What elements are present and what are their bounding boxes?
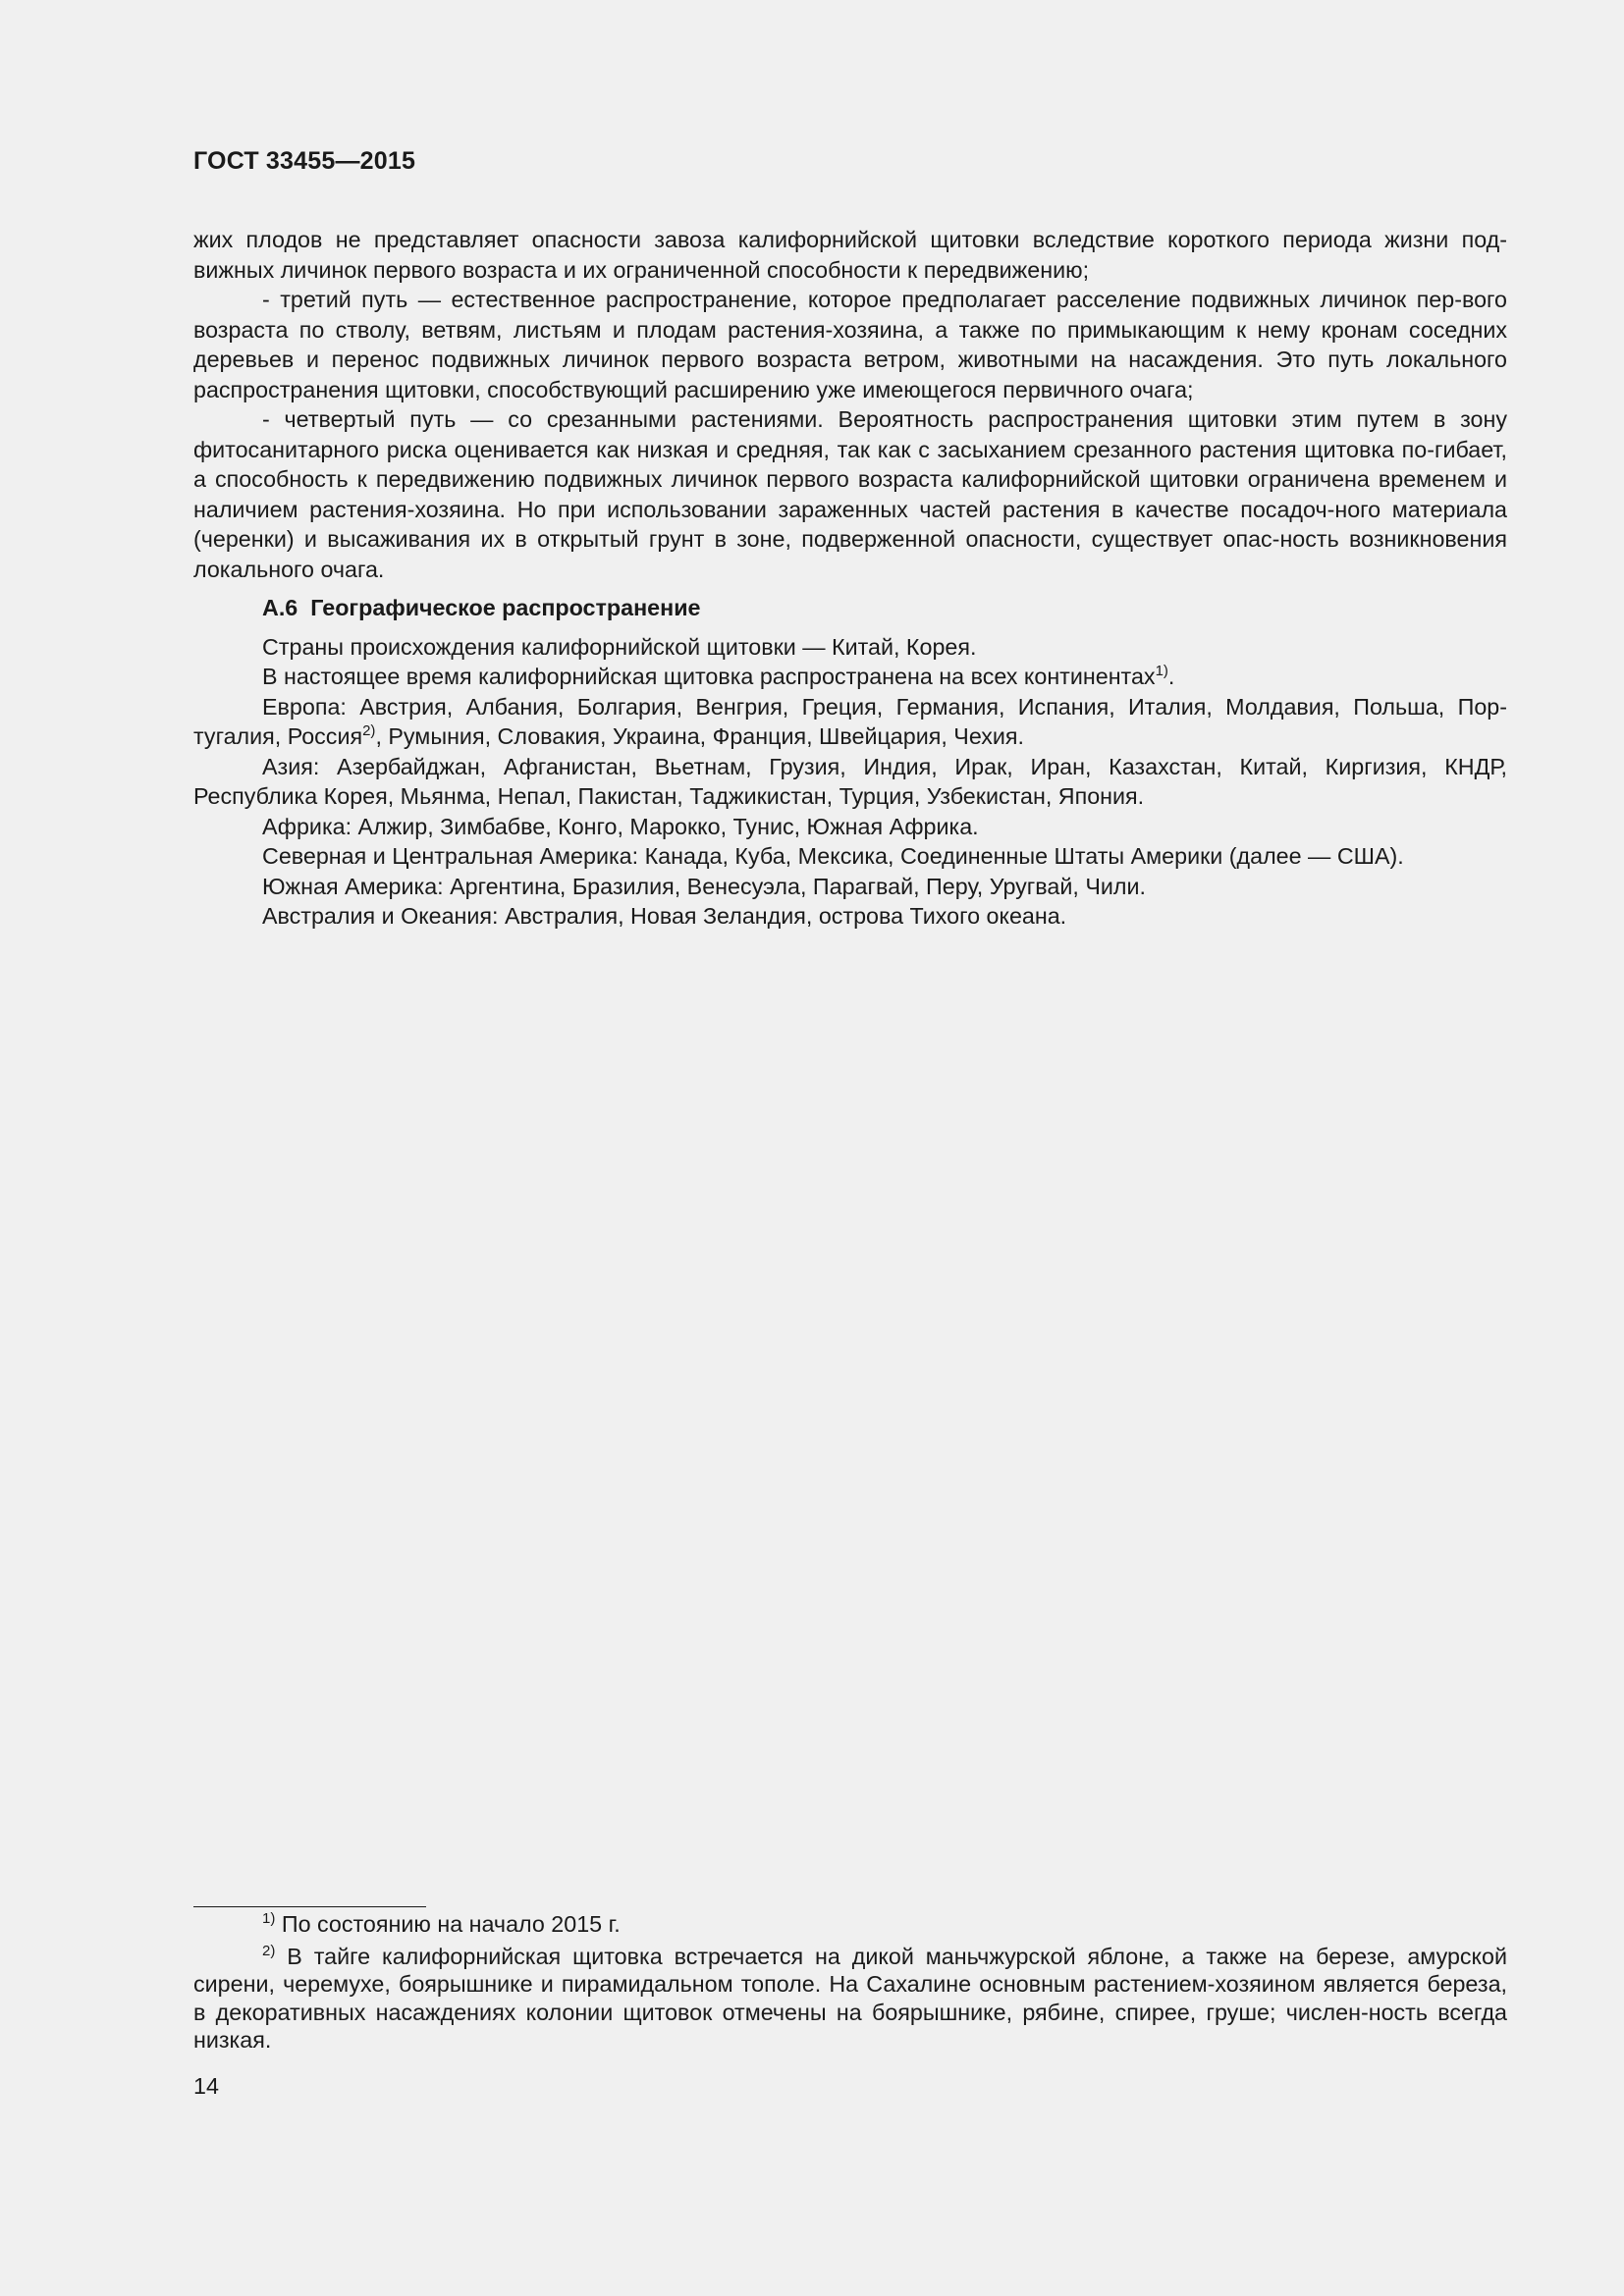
- footnote-divider: [193, 1906, 426, 1907]
- section-number: А.6: [262, 595, 298, 620]
- page-number: 14: [193, 2073, 219, 2099]
- geo-continents: В настоящее время калифорнийская щитовка распространена на всех континентах$^{1)}$.: [262, 663, 1175, 689]
- body-text: [193, 225, 1507, 932]
- geo-south-america: Южная Америка: Аргентина, Бразилия, Венесуэла, Парагвай, Перу, Уругвай, Чили.: [262, 873, 1146, 899]
- geo-africa: Африка: Алжир, Зимбабве, Конго, Марокко, Тунис, Южная Африка.: [262, 813, 979, 839]
- footnote-mark-2: 2): [262, 1942, 276, 1959]
- paragraph-fourth-path: - четвертый путь — со срезанными растениями. Вероятность распространения щитовки этим путем в зону фитосанитарного риска оценивается как низкая и средняя, так как с засыханием срезанного растения щитовка по-гибает, а способность к передвижению подвижных личинок первого возраста калифорнийской щитовки ограничена временем и наличием растения-хозяина. Но при использовании зараженных частей растения в качестве посадоч-ного материала (черенки) и высаживания их в открытый грунт в зоне, подверженной опасности, существует опас-ность возникновения локального очага.: [193, 406, 1507, 582]
- footnote-text-2: В тайге калифорнийская щитовка встречается на дикой маньчжурской яблоне, а также на березе, амурской сирени, черемухе, боярышнике и пирамидальном тополе. На Сахалине основным растением-хозяином является береза, в декоративных насаждениях колонии щитовок отмечены на боярышнике, рябине, спирее, груше; числен-ность всегда низкая.: [193, 1943, 1507, 2053]
- paragraph-continuation: жих плодов не представляет опасности завоза калифорнийской щитовки вследствие короткого периода жизни под-вижных личинок первого возраста и их ограниченной способности к передвижению;: [193, 227, 1507, 283]
- document-header: ГОСТ 33455—2015: [193, 147, 416, 175]
- footnote-ref-2: 2): [362, 722, 376, 739]
- geo-europe: Европа: Австрия, Албания, Болгария, Венгрия, Греция, Германия, Испания, Италия, Молдавия, Польша, Пор-тугалия, Россия$^{2)}$, Румыния, Словакия, Украина, Франция, Швейцария, Чехия.: [193, 693, 1507, 749]
- footnote-mark-1: 1): [262, 1910, 276, 1927]
- footnote-1: [193, 1910, 1507, 1939]
- footnote-text-1: По состоянию на начало 2015 г.: [281, 1911, 621, 1937]
- paragraph-third-path: - третий путь — естественное распространение, которое предполагает расселение подвижных личинок пер-вого возраста по стволу, ветвям, листьям и плодам растения-хозяина, а также по примыкающим к нему кронам соседних деревьев и перенос подвижных личинок первого возраста ветром, животными на насаждения. Это путь локального распространения щитовки, способствующий расширению уже имеющегося первичного очага;: [193, 287, 1507, 402]
- geo-oceania: Австралия и Океания: Австралия, Новая Зеландия, острова Тихого океана.: [262, 903, 1067, 929]
- footnote-ref-1: 1): [1155, 663, 1168, 679]
- geo-north-america: Северная и Центральная Америка: Канада, Куба, Мексика, Соединенные Штаты Америки (далее — США).: [262, 843, 1404, 869]
- geo-asia: Азия: Азербайджан, Афганистан, Вьетнам, Грузия, Индия, Ирак, Иран, Казахстан, Китай, Киргизия, КНДР, Республика Корея, Мьянма, Непал, Пакистан, Таджикистан, Турция, Узбекистан, Япония.: [193, 753, 1507, 809]
- section-title: Географическое распространение: [310, 595, 701, 620]
- footnotes: [193, 1910, 1507, 2058]
- geo-origin: Страны происхождения калифорнийской щитовки — Китай, Корея.: [262, 633, 977, 660]
- footnote-2: [193, 1943, 1507, 2055]
- section-heading: [193, 593, 1507, 623]
